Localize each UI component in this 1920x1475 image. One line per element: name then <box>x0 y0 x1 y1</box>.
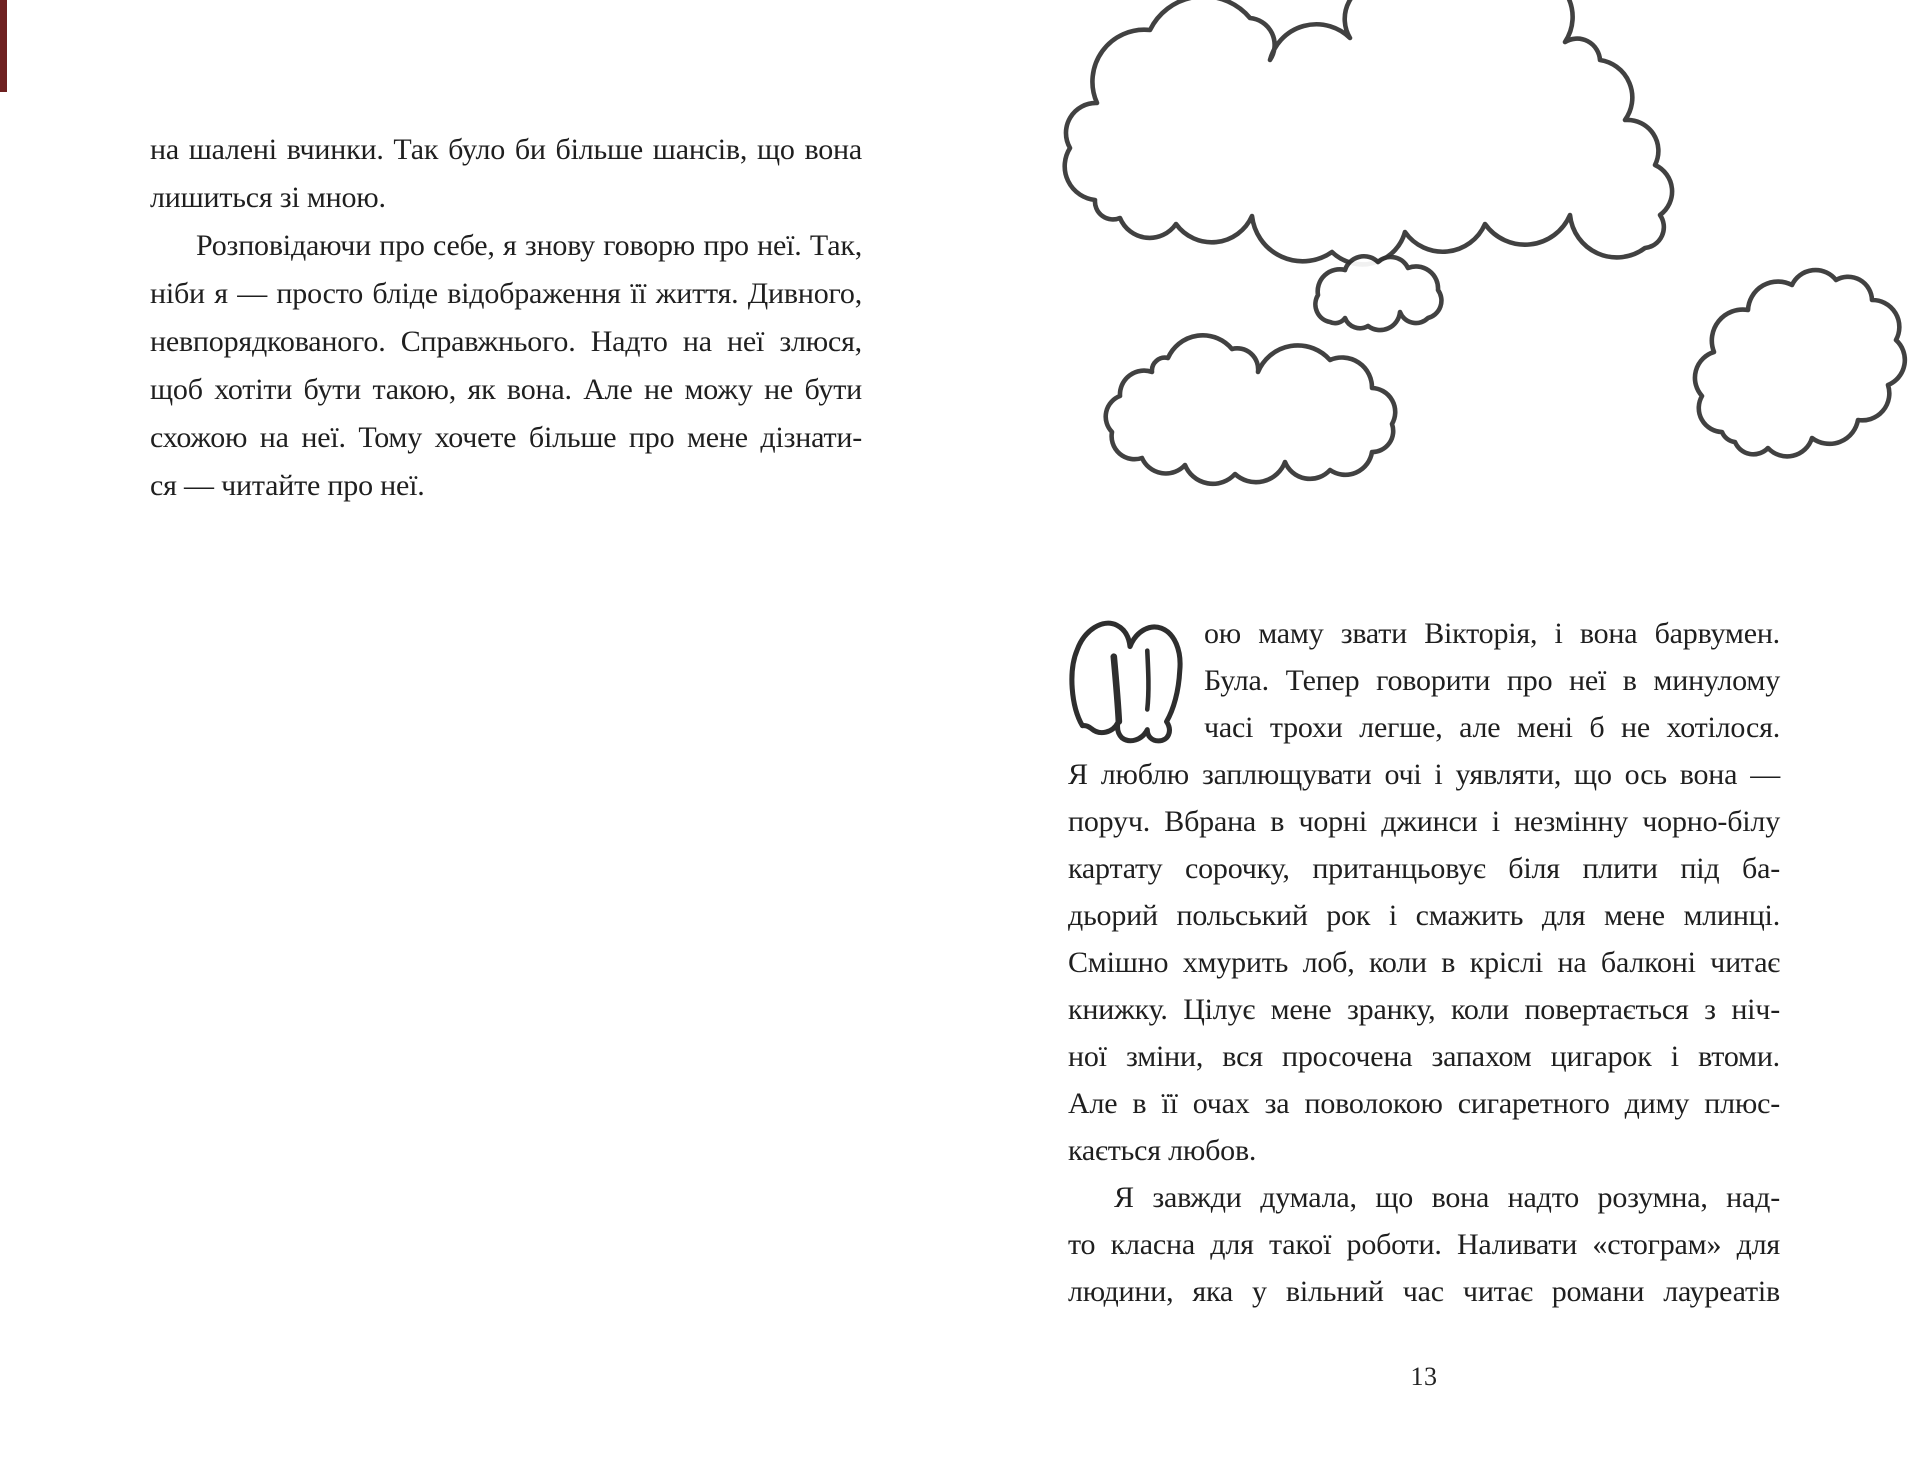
text-line: Але в її очах за поволокою сигаретного диму плюс- <box>1068 1087 1780 1120</box>
text-line: Я люблю заплющувати очі і уявляти, що ось вона — <box>1068 758 1780 791</box>
left-page-text <box>150 126 862 510</box>
text-line: ної зміни, вся просочена запахом цигарок і втоми. <box>1068 1040 1780 1073</box>
book-edge-mark <box>0 0 7 92</box>
text-line: ся — читайте про неї. <box>150 469 425 502</box>
text-line: схожою на неї. Тому хочете більше про мене дізнати- <box>150 421 862 454</box>
text-line: книжку. Цілує мене зранку, коли повертається з ніч- <box>1068 993 1780 1026</box>
right-cloud-icon <box>1695 270 1905 456</box>
text-line: на шалені вчинки. Так було би більше шансів, що вона <box>150 133 862 166</box>
text-line: лишиться зі мною. <box>150 181 386 214</box>
text-line: Була. Тепер говорити про неї в минулому <box>1204 664 1780 697</box>
text-line: невпорядкованого. Справжнього. Надто на неї злюся, <box>150 325 862 358</box>
text-line: то класна для такої роботи. Наливати «стограм» для <box>1068 1228 1780 1261</box>
text-line: поруч. Вбрана в чорні джинси і незмінну чорно-білу <box>1068 805 1780 838</box>
text-line: кається любов. <box>1068 1134 1257 1167</box>
text-line: картату сорочку, пританцьовує біля плити під ба- <box>1068 852 1780 885</box>
text-line: часі трохи легше, але мені б не хотілося. <box>1204 711 1780 744</box>
text-line: людини, яка у вільний час читає романи лауреатів <box>1068 1275 1780 1308</box>
large-cloud-icon <box>1065 0 1672 264</box>
medium-cloud-icon <box>1106 335 1396 483</box>
text-line: дьорий польський рок і смажить для мене млинці. <box>1068 899 1780 932</box>
text-line: Смішно хмурить лоб, коли в кріслі на балконі читає <box>1068 946 1780 979</box>
right-page-text <box>1068 610 1780 1315</box>
text-line: ніби я — просто бліде відображення її життя. Дивного, <box>150 277 862 310</box>
small-cloud-icon <box>1315 256 1441 330</box>
text-line: ою маму звати Вікторія, і вона барвумен. <box>1204 617 1780 650</box>
text-line: щоб хотіти бути такою, як вона. Але не можу не бути <box>150 373 862 406</box>
page-number: 13 <box>1410 1362 1438 1391</box>
text-line: Розповідаючи про себе, я знову говорю про неї. Так, <box>196 229 862 262</box>
clouds-illustration <box>1000 0 1920 520</box>
text-line: Я завжди думала, що вона надто розумна, над- <box>1114 1181 1780 1214</box>
